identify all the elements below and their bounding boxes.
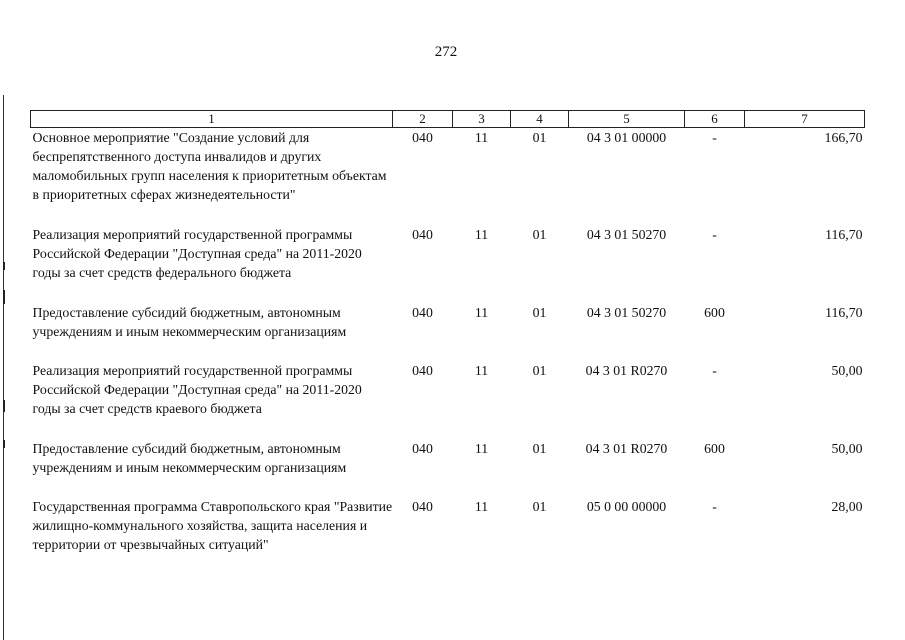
row-rz: 11 [474,130,489,145]
row-ved: 040 [412,304,433,320]
column-header-7: 7 [745,111,865,128]
column-header-2: 2 [393,111,453,128]
row-sum: 50,00 [831,440,863,456]
scan-mark [3,262,5,270]
row-ved: 040 [412,362,433,378]
page-number: 272 [434,44,458,60]
row-vr: - [712,130,717,145]
row-name: Реализация мероприятий государственной программы Российской Федерации "Доступная среда" на 2011-2020 годы за счет средств федерального бюджета [32,226,362,280]
row-sum: 50,00 [831,362,863,378]
row-name: Государственная программа Ставропольского края "Развитие жилищно-коммунального хозяйства, защита населения и территории от чрезвычайных ситуаций" [32,498,393,552]
row-sum: 166,70 [824,130,863,145]
table-row [31,303,865,361]
column-header-1: 1 [31,111,393,128]
row-pr: 01 [532,362,547,378]
scan-mark [3,440,5,448]
table-row [31,439,865,497]
row-csr: 04 3 01 00000 [586,130,667,145]
column-header-6: 6 [685,111,745,128]
row-sum: 28,00 [831,498,863,514]
row-rz: 11 [474,304,489,320]
row-csr: 04 3 01 R0270 [585,440,668,456]
row-csr: 04 3 01 50270 [586,226,667,242]
scan-mark [3,400,5,412]
row-name: Предоставление субсидий бюджетным, автономным учреждениям и иным некоммерческим организациям [32,440,347,475]
row-ved: 040 [412,498,433,514]
row-rz: 11 [474,498,489,514]
column-header-3: 3 [453,111,511,128]
row-sum: 116,70 [825,304,863,320]
row-rz: 11 [474,362,489,378]
row-vr: 600 [704,304,725,320]
row-ved: 040 [412,226,433,242]
budget-table [30,110,865,557]
header-row [31,111,865,128]
row-name: Предоставление субсидий бюджетным, автономным учреждениям и иным некоммерческим организациям [32,304,347,339]
row-csr: 05 0 00 00000 [586,498,667,514]
row-vr: - [712,498,717,514]
row-sum: 116,70 [825,226,863,242]
table-row [31,128,865,225]
row-csr: 04 3 01 R0270 [585,362,668,378]
scan-mark [3,290,5,304]
row-pr: 01 [532,226,547,242]
row-pr: 01 [532,440,547,456]
row-pr: 01 [532,304,547,320]
row-rz: 11 [474,440,489,456]
scan-left-edge [3,95,4,640]
table-row [31,361,865,439]
table-row [31,497,865,557]
table-row [31,225,865,303]
row-rz: 11 [474,226,489,242]
column-header-5: 5 [569,111,685,128]
row-pr: 01 [532,498,547,514]
row-ved: 040 [412,440,433,456]
row-csr: 04 3 01 50270 [586,304,667,320]
column-header-4: 4 [511,111,569,128]
row-pr: 01 [532,130,547,145]
row-ved: 040 [412,130,433,145]
row-name: Основное мероприятие "Создание условий для беспрепятственного доступа инвалидов и других маломобильных групп населения к приоритетным объектам в приоритетных сферах жизнедеятельности" [32,130,387,202]
row-vr: 600 [704,440,725,456]
row-name: Реализация мероприятий государственной программы Российской Федерации "Доступная среда" на 2011-2020 годы за счет средств краевого бюджета [32,362,362,416]
row-vr: - [712,226,717,242]
row-vr: - [712,362,717,378]
